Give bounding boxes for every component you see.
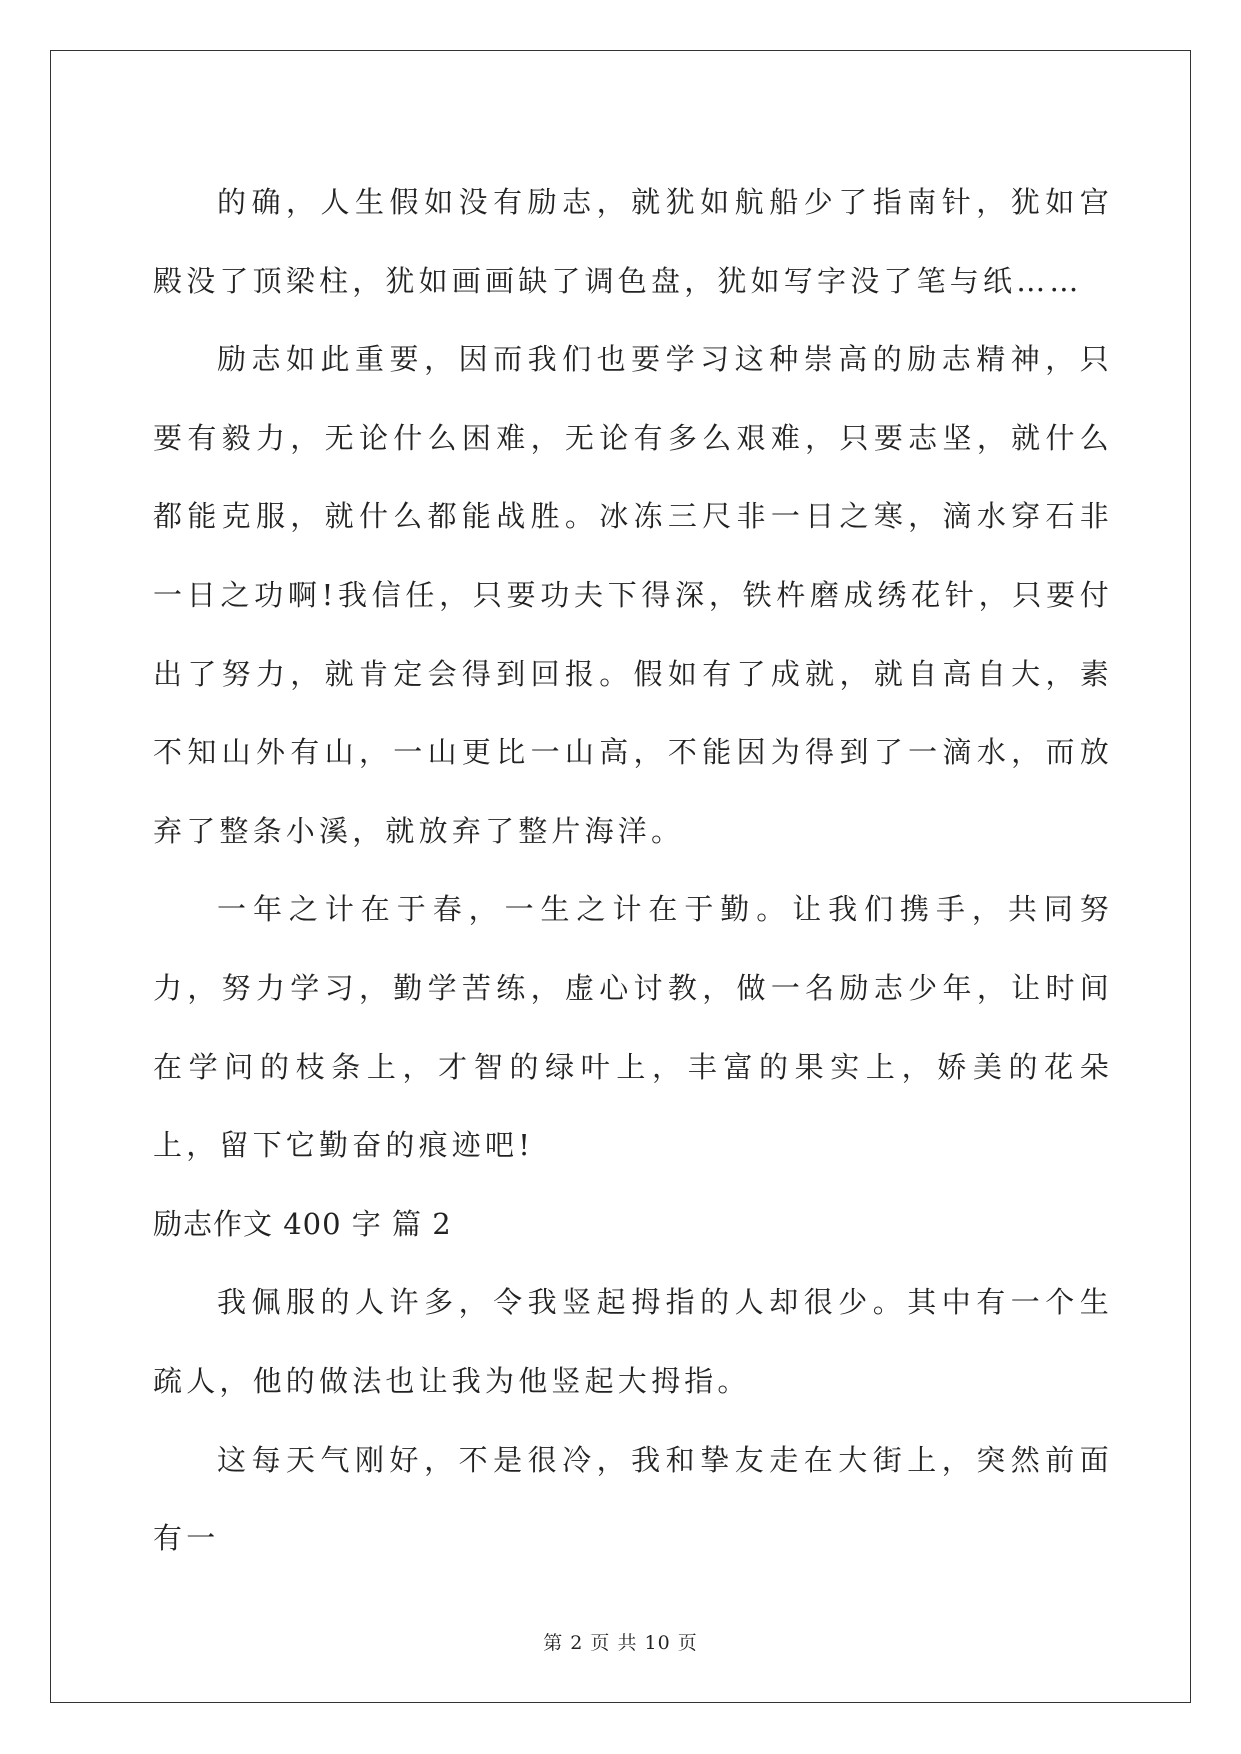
- paragraph-5: 这每天气刚好，不是很冷，我和挚友走在大街上，突然前面有一: [153, 1442, 1113, 1556]
- document-body: [153, 163, 1113, 1578]
- section-heading: 励志作文 400 字 篇 2: [153, 1206, 452, 1241]
- paragraph-2: 励志如此重要，因而我们也要学习这种崇高的励志精神，只要有毅力，无论什么困难，无论有多么艰难，只要志坚，就什么都能克服，就什么都能战胜。冰冻三尺非一日之寒，滴水穿石非一日之功啊!我信任，只要功夫下得深，铁杵磨成绣花针，只要付出了努力，就肯定会得到回报。假如有了成就，就自高自大，素不知山外有山，一山更比一山高，不能因为得到了一滴水，而放弃了整条小溪，就放弃了整片海洋。: [153, 342, 1113, 848]
- page-number-footer: 第 2 页 共 10 页: [543, 1632, 698, 1654]
- paragraph-4: 我佩服的人许多，令我竖起拇指的人却很少。其中有一个生疏人，他的做法也让我为他竖起大拇指。: [153, 1285, 1113, 1398]
- paragraph-1: 的确，人生假如没有励志，就犹如航船少了指南针，犹如宫殿没了顶梁柱，犹如画画缺了调色盘，犹如写字没了笔与纸……: [153, 185, 1113, 298]
- paragraph-3: 一年之计在于春，一生之计在于勤。让我们携手，共同努力，努力学习，勤学苦练，虚心讨教，做一名励志少年，让时间在学问的枝条上，才智的绿叶上，丰富的果实上，娇美的花朵上，留下它勤奋的痕迹吧!: [153, 892, 1113, 1163]
